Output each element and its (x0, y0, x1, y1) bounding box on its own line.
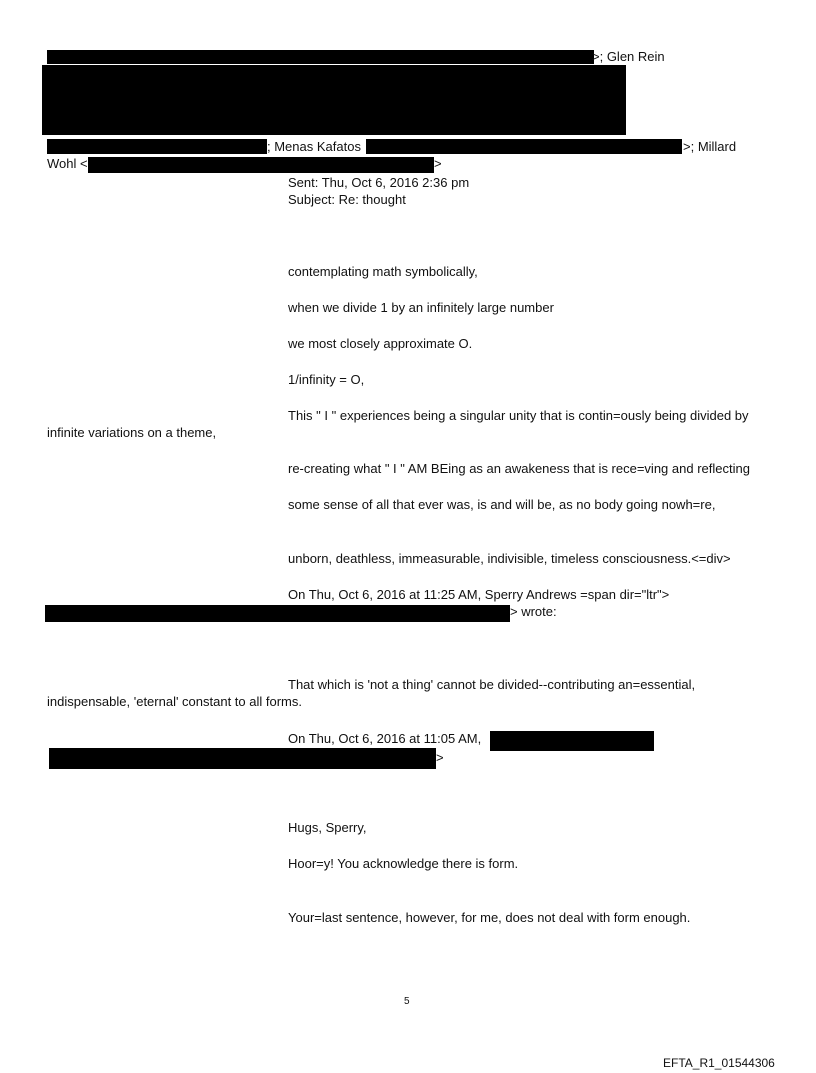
quote-header: On Thu, Oct 6, 2016 at 11:25 AM, Sperry Andrews =span dir="ltr"> (288, 587, 670, 602)
page-number: 5 (404, 996, 410, 1007)
redaction-bar (47, 139, 267, 154)
body-paragraph: indispensable, 'eternal' constant to all forms. (47, 694, 302, 709)
body-paragraph: we most closely approximate O. (288, 336, 473, 351)
body-paragraph: Your=last sentence, however, for me, does not deal with form enough. (288, 910, 691, 925)
quote-header: On Thu, Oct 6, 2016 at 11:05 AM, (288, 731, 482, 746)
body-paragraph: unborn, deathless, immeasurable, indivisible, timeless consciousness.<=div> (288, 551, 731, 566)
header-recipient-glen: >; Glen Rein (592, 49, 665, 64)
redaction-bar (47, 50, 594, 64)
body-paragraph: Hoor=y! You acknowledge there is form. (288, 856, 519, 871)
header-bracket: > (434, 156, 442, 171)
redaction-bar (49, 748, 436, 769)
document-id: EFTA_R1_01544306 (663, 1056, 775, 1070)
body-paragraph: That which is 'not a thing' cannot be divided--contributing an=essential, (288, 677, 696, 692)
redaction-bar (88, 157, 434, 173)
redaction-block (42, 65, 626, 135)
body-paragraph: contemplating math symbolically, (288, 264, 478, 279)
quote-header-tail: > wrote: (510, 604, 557, 619)
quote-header-tail: > (436, 750, 444, 765)
body-paragraph: infinite variations on a theme, (47, 425, 217, 440)
redaction-bar (45, 605, 510, 622)
subject-line: Subject: Re: thought (288, 192, 406, 207)
header-recipient-millard: >; Millard (683, 139, 737, 154)
redaction-bar (366, 139, 682, 154)
body-paragraph: re-creating what " I " AM BEing as an awakeness that is rece=ving and reflecting (288, 461, 750, 476)
body-paragraph: This " I " experiences being a singular unity that is contin=ously being divided by (288, 408, 749, 423)
body-paragraph: Hugs, Sperry, (288, 820, 367, 835)
redaction-bar (490, 731, 654, 751)
body-paragraph: 1/infinity = O, (288, 372, 365, 387)
body-paragraph: when we divide 1 by an infinitely large number (288, 300, 554, 315)
sent-line: Sent: Thu, Oct 6, 2016 2:36 pm (288, 175, 470, 190)
header-recipient-wohl: Wohl < (47, 156, 88, 171)
header-recipient-menas: ; Menas Kafatos (267, 139, 361, 154)
body-paragraph: some sense of all that ever was, is and will be, as no body going nowh=re, (288, 497, 716, 512)
